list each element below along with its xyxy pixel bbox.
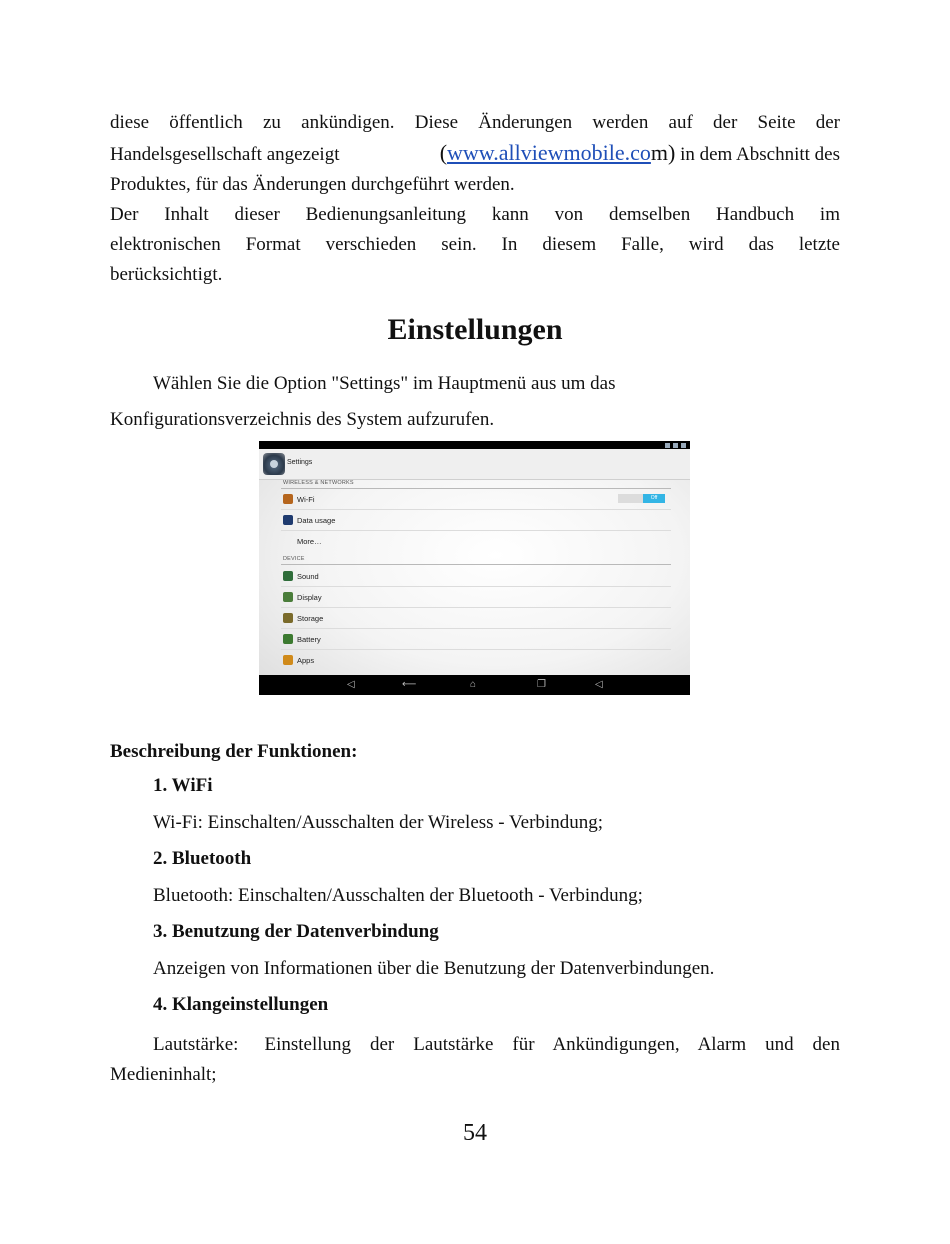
wifi-signal-icon (665, 443, 670, 448)
recent-apps-icon[interactable]: ❐ (537, 679, 546, 690)
wifi-toggle[interactable] (618, 494, 665, 503)
wifi-label: Wi-Fi (297, 495, 315, 504)
sound-label: Sound (297, 572, 319, 581)
para2-line3: berücksichtigt. (110, 264, 223, 285)
functions-heading: Beschreibung der Funktionen: (110, 741, 358, 762)
settings-row-display[interactable] (283, 587, 671, 607)
clock-icon (673, 443, 678, 448)
action-bar (259, 449, 690, 480)
item2-title: 2. Bluetooth (153, 848, 252, 869)
battery-label: Battery (297, 635, 321, 644)
apps-icon (283, 655, 293, 665)
battery-status-icon (681, 443, 686, 448)
storage-icon (283, 613, 293, 623)
section-wireless-networks: WIRELESS & NETWORKS (283, 480, 354, 486)
volume-down-icon[interactable]: ◁ (347, 679, 355, 690)
item1-text: Wi-Fi: Einschalten/Ausschalten der Wireless - Verbindung; (153, 812, 603, 833)
status-icons (665, 441, 686, 449)
para1-line3: Produktes, für das Änderungen durchgeführt werden. (110, 174, 515, 195)
item4-title: 4. Klangeinstellungen (153, 994, 329, 1015)
display-label: Display (297, 593, 322, 602)
volume-up-icon[interactable]: ◁ (595, 679, 603, 690)
item4-line2: Medieninhalt; (110, 1064, 217, 1085)
link-tail: m) (650, 140, 676, 165)
navigation-bar (259, 675, 690, 695)
settings-row-data-usage[interactable] (283, 510, 671, 530)
data-usage-label: Data usage (297, 516, 336, 525)
document-page (110, 108, 840, 1146)
wifi-toggle-state: Off (643, 494, 665, 503)
item4-text-wrap (264, 1030, 840, 1060)
paren-open: ( (439, 140, 448, 165)
item4-text: Einstellung der Lautstärke für Ankündigungen, Alarm und den (264, 1034, 840, 1055)
para2-line2: elektronischen Format verschieden sein. In diesem Falle, wird das letzte (110, 234, 840, 255)
intro-line2: Konfigurationsverzeichnis des System aufzurufen. (110, 409, 495, 430)
back-icon[interactable]: ⟵ (402, 679, 417, 690)
para1-line2-pre: Handelsgesellschaft angezeigt (110, 144, 340, 165)
item4-paragraph (110, 1030, 840, 1090)
sound-icon (283, 571, 293, 581)
page-number: 54 (463, 1120, 487, 1146)
item3-text: Anzeigen von Informationen über die Benutzung der Datenverbindungen. (153, 958, 715, 979)
settings-row-sound[interactable] (283, 566, 671, 586)
settings-app-icon[interactable] (263, 453, 285, 475)
section-device: DEVICE (283, 556, 305, 562)
data-usage-icon (283, 515, 293, 525)
settings-row-apps[interactable] (283, 650, 671, 670)
item4-label: Lautstärke: (153, 1034, 239, 1055)
settings-row-more[interactable] (283, 531, 671, 551)
action-bar-title: Settings (287, 459, 313, 466)
status-bar (259, 441, 690, 449)
intro-line1: Wählen Sie die Option "Settings" im Hauptmenü aus um das (153, 373, 616, 394)
section-divider (281, 564, 671, 565)
settings-row-battery[interactable] (283, 629, 671, 649)
battery-icon (283, 634, 293, 644)
item4-line1 (110, 1030, 840, 1060)
wifi-icon (283, 494, 293, 504)
para1-link-wrap (440, 138, 840, 170)
storage-label: Storage (297, 614, 324, 623)
settings-screenshot (259, 441, 690, 695)
settings-row-wifi[interactable] (283, 489, 671, 509)
page-title: Einstellungen (387, 313, 563, 346)
more-label: More… (297, 537, 322, 546)
home-icon[interactable]: ⌂ (470, 679, 477, 690)
para1-line1: diese öffentlich zu ankündigen. Diese Änderungen werden auf der Seite der (110, 112, 840, 133)
display-icon (283, 592, 293, 602)
para1-line2-post: in dem Abschnitt des (675, 144, 840, 165)
website-link[interactable]: www.allviewmobile.co (447, 140, 651, 165)
item2-text: Bluetooth: Einschalten/Ausschalten der Bluetooth - Verbindung; (153, 885, 643, 906)
settings-row-storage[interactable] (283, 608, 671, 628)
para1-line2 (110, 138, 840, 170)
para2-line1: Der Inhalt dieser Bedienungsanleitung kann von demselben Handbuch im (110, 204, 840, 225)
apps-label: Apps (297, 656, 315, 665)
item3-title: 3. Benutzung der Datenverbindung (153, 921, 439, 942)
item1-title: 1. WiFi (153, 775, 213, 796)
